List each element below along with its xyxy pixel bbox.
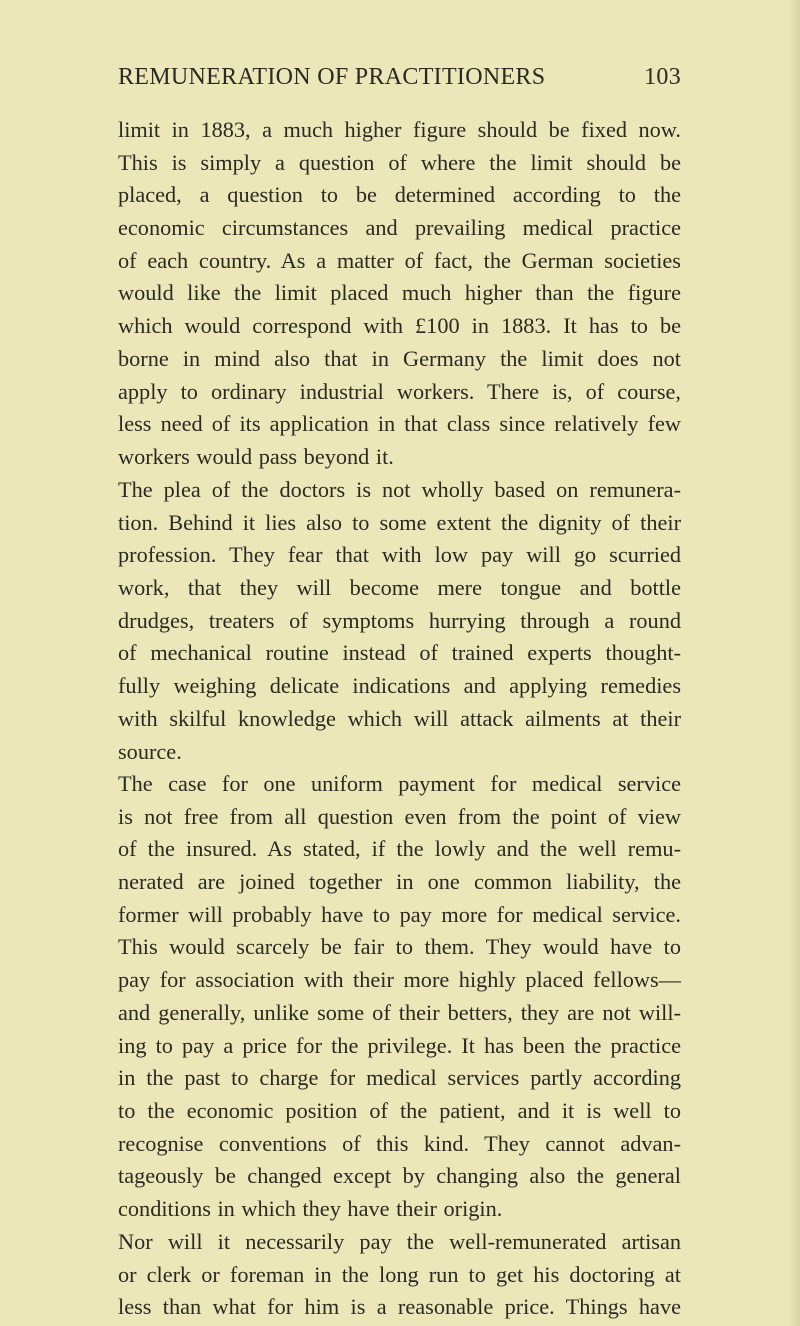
text-line: which would correspond with £100 in 1883. It has to be [118, 313, 681, 339]
text-line: of the insured. As stated, if the lowly and the well remu- [118, 836, 681, 862]
text-line: nerated are joined together in one common liability, the [118, 869, 681, 895]
text-line: The plea of the doctors is not wholly based on remunera- [118, 477, 681, 502]
text-line: placed, a question to be determined according to the [118, 182, 681, 208]
text-line: This would scarcely be fair to them. They would have to [118, 934, 681, 960]
text-line: and generally, unlike some of their betters, they are not will- [118, 999, 681, 1025]
text-line: workers would pass beyond it. [118, 443, 394, 469]
page-edge-shadow [788, 0, 800, 1326]
text-line: is not free from all question even from the point of view [118, 803, 681, 829]
text-line: of each country. As a matter of fact, the German societies [118, 247, 681, 273]
text-line: conditions in which they have their origin. [118, 1195, 503, 1221]
text-line: less than what for him is a reasonable price. Things have [118, 1294, 681, 1320]
running-title: REMUNERATION OF PRACTITIONERS [118, 64, 546, 90]
text-line: would like the limit placed much higher than the figure [118, 280, 681, 306]
paragraph-2 [118, 474, 681, 768]
text-line: limit in 1883, a much higher figure should be fixed now. [118, 117, 681, 142]
text-line: economic circumstances and prevailing medical practice [118, 215, 681, 241]
text-line: source. [118, 738, 182, 764]
text-line: former will probably have to pay more for medical service. [118, 901, 681, 927]
text-line: work, that they will become mere tongue and bottle [118, 575, 681, 601]
running-head [118, 60, 681, 94]
text-line: The case for one uniform payment for medical service [118, 771, 681, 796]
text-line: in the past to charge for medical services partly according [118, 1065, 681, 1091]
text-line: profession. They fear that with low pay will go scurried [118, 542, 681, 568]
text-line: or clerk or foreman in the long run to get his doctoring at [118, 1261, 681, 1287]
text-line: This is simply a question of where the limit should be [118, 149, 681, 175]
text-line: tion. Behind it lies also to some extent the dignity of their [118, 509, 681, 535]
text-line: borne in mind also that in Germany the limit does not [118, 345, 681, 371]
page-number: 103 [644, 64, 681, 90]
paragraph-4 [118, 1226, 681, 1324]
text-line: ing to pay a price for the privilege. It has been the practice [118, 1032, 681, 1058]
text-line: fully weighing delicate indications and applying remedies [118, 673, 681, 699]
text-line: drudges, treaters of symptoms hurrying through a round [118, 607, 681, 633]
text-line: apply to ordinary industrial workers. There is, of course, [118, 378, 681, 404]
text-line: less need of its application in that class since relatively few [118, 411, 681, 437]
text-line: to the economic position of the patient, and it is well to [118, 1097, 681, 1123]
text-line: of mechanical routine instead of trained experts thought- [118, 640, 681, 666]
text-line: Nor will it necessarily pay the well-remunerated artisan [118, 1229, 681, 1254]
text-line: pay for association with their more highly placed fellows— [118, 967, 681, 993]
paragraph-3 [118, 768, 681, 1226]
text-line: with skilful knowledge which will attack ailments at their [118, 705, 681, 731]
text-line: tageously be changed except by changing also the general [118, 1163, 681, 1189]
text-line: recognise conventions of this kind. They cannot advan- [118, 1130, 681, 1156]
paragraph-1 [118, 114, 681, 474]
